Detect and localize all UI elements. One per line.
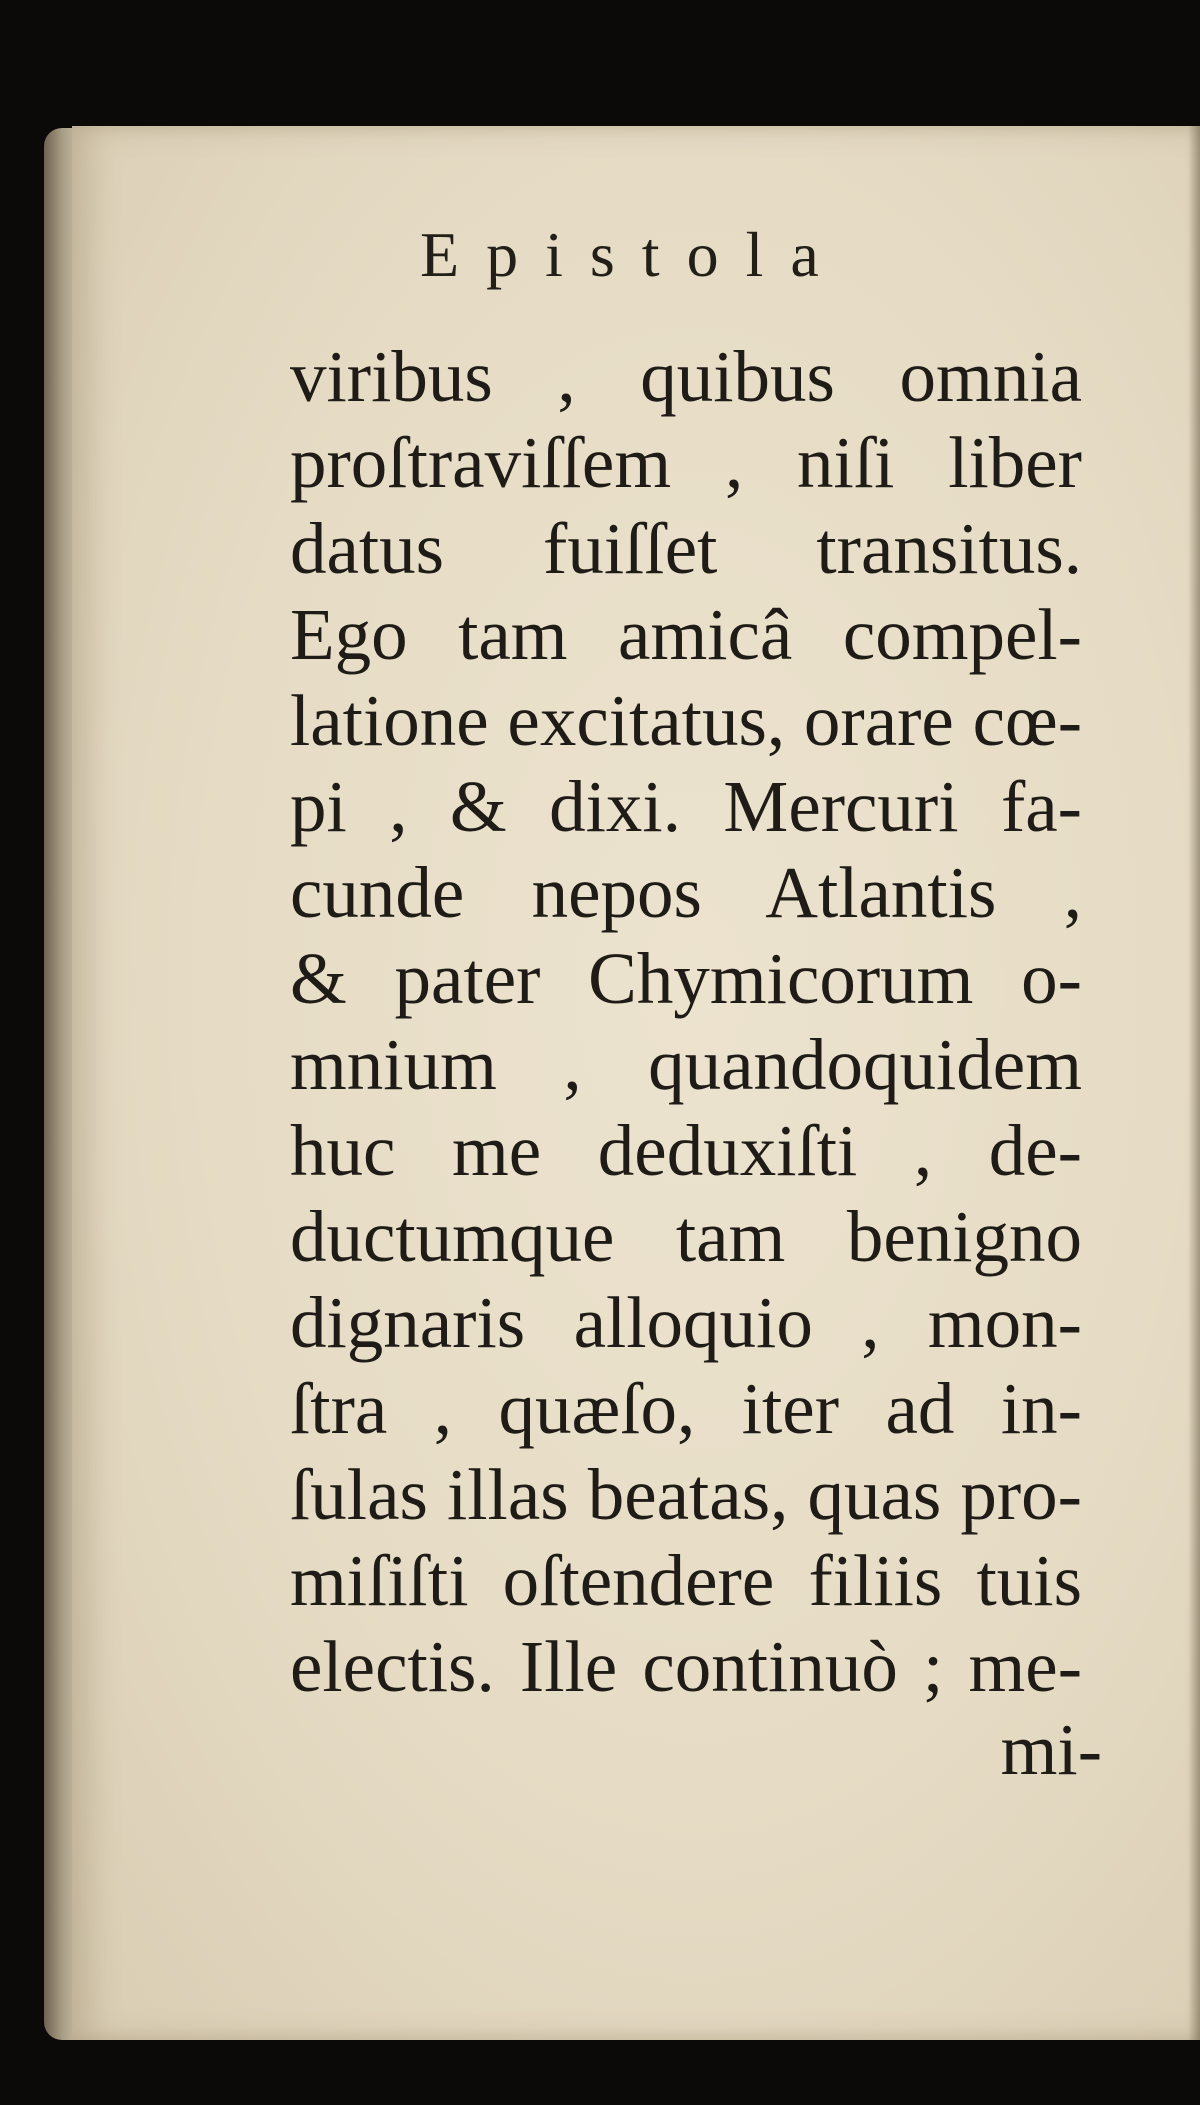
text-line: electis. Ille continuò ; me- [290, 1626, 1082, 1707]
text-line: pi , & dixi. Mercuri fa- [290, 766, 1082, 847]
page-gutter-shadow [1188, 126, 1200, 2040]
text-line: huc me deduxiſti , de- [290, 1110, 1082, 1191]
text-line: mnium , quandoquidem [290, 1024, 1082, 1105]
text-line: latione excitatus, orare cœ- [290, 680, 1082, 761]
text-line: viribus , quibus omnia [290, 336, 1082, 417]
text-line: proſtraviſſem , niſi liber [290, 422, 1082, 503]
text-line: miſiſti oſtendere filiis tuis [290, 1540, 1082, 1621]
catchword: mi- [1000, 1709, 1102, 1790]
text-line: datus fuiſſet transitus. [290, 508, 1082, 589]
text-line: dignaris alloquio , mon- [290, 1282, 1082, 1363]
text-line: ſulas illas beatas, quas pro- [290, 1454, 1082, 1535]
running-header: Epistola [420, 219, 846, 290]
text-line: Ego tam amicâ compel- [290, 594, 1082, 675]
text-line: & pater Chymicorum o- [290, 938, 1082, 1019]
text-line: cunde nepos Atlantis , [290, 852, 1082, 933]
text-line: ductumque tam benigno [290, 1196, 1082, 1277]
text-line: ſtra , quæſo, iter ad in- [290, 1368, 1082, 1449]
